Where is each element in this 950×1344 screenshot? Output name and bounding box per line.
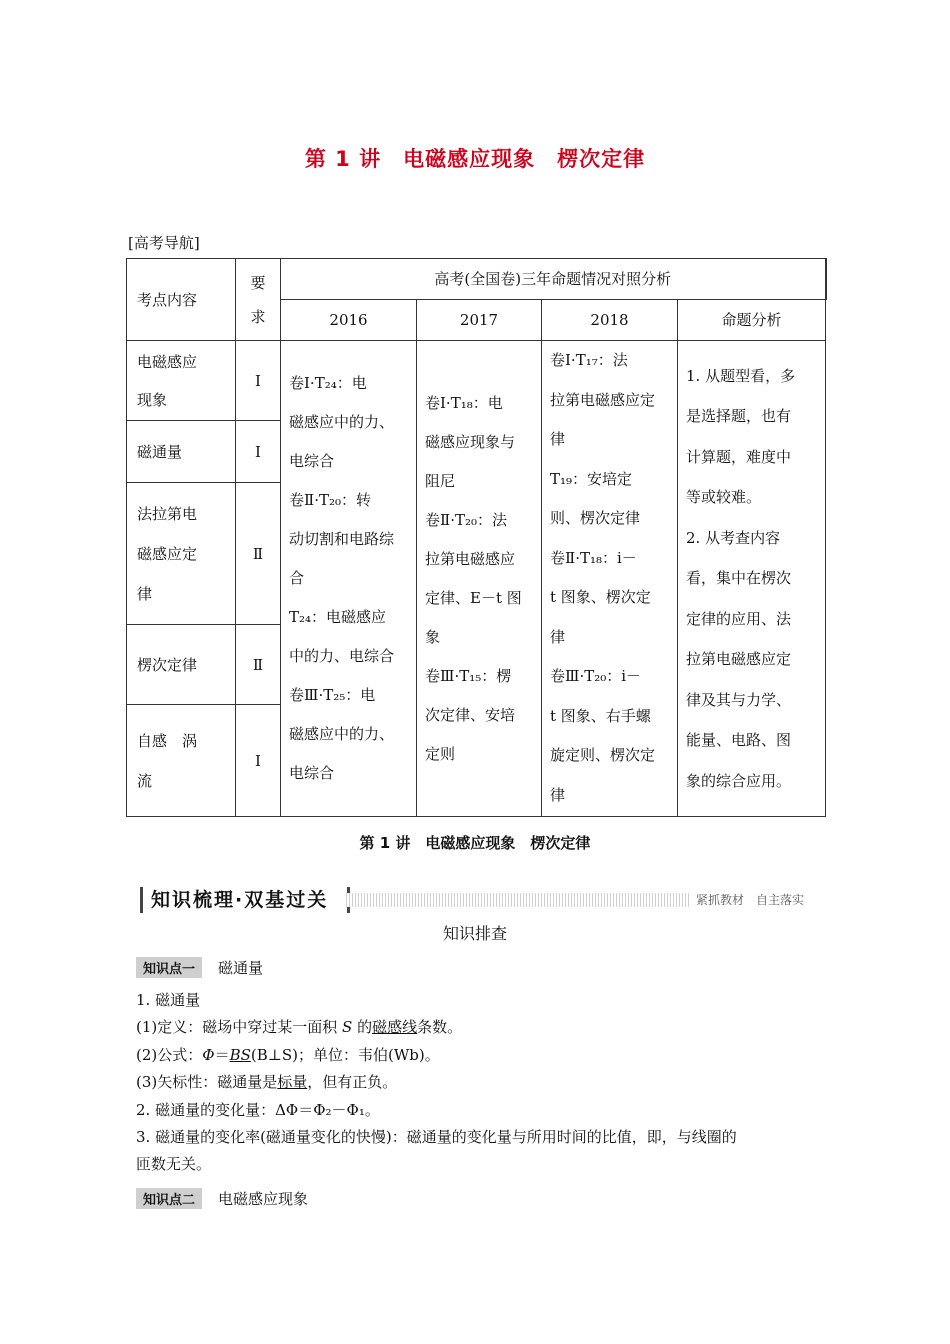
page-title: 第 1 讲 电磁感应现象 楞次定律 [304, 147, 646, 171]
kp-label: 电磁感应现象 [218, 1189, 309, 1208]
text-line: 2. 磁通量的变化量：ΔΦ＝Φ₂－Φ₁。 [136, 1101, 380, 1119]
header-analysis: 命题分析 [678, 300, 826, 341]
cell-line: 1. 从题型看，多 [686, 366, 796, 385]
topic-cell: 法拉第电 磁感应定 律 [127, 483, 236, 625]
topic-cell: 自感 涡 流 [127, 705, 236, 817]
cell-line: 卷Ⅲ·T₂₅：电 [289, 686, 376, 704]
nav-label: [高考导航] [128, 234, 200, 252]
cell-line: 拉第电磁感应定 [686, 650, 792, 669]
cell-line: 2. 从考查内容 [686, 528, 781, 547]
req-cell: Ⅱ [236, 625, 281, 705]
cell-line: 旋定则、楞次定 [550, 746, 656, 764]
cell-line: 象的综合应用。 [686, 771, 792, 790]
cell-line: 磁感应中的力、 [289, 725, 395, 743]
cell-line: 电综合 [289, 764, 335, 782]
banner-slogan: 紧抓教材 自主落实 [690, 891, 810, 908]
req-cell: Ⅰ [236, 421, 281, 483]
knowledge-point-1 [136, 957, 263, 977]
cell-line: 卷Ⅱ·T₁₈：i－ [550, 548, 637, 567]
text-line: (1)定义：磁场中穿过某一面积 S 的磁感线条数。 [136, 1018, 463, 1036]
text-line: (3)矢标性：磁通量是标量，但有正负。 [136, 1073, 398, 1091]
req-cell: Ⅱ [236, 483, 281, 625]
topic-cell: 磁通量 [127, 421, 236, 483]
cell-line: t 图象、楞次定 [550, 588, 651, 606]
cell-line: 卷Ⅲ·T₁₅：楞 [425, 666, 512, 685]
cell-analysis [678, 341, 826, 817]
kp-label: 磁通量 [218, 958, 264, 977]
cell-line: 律及其与力学、 [686, 690, 792, 709]
cell-line: 律 [550, 785, 566, 804]
cell-line: 能量、电路、图 [686, 731, 792, 750]
cell-line: 中的力、电综合 [289, 647, 395, 665]
text-line: 3. 磁通量的变化率(磁通量变化的快慢)：磁通量的变化量与所用时间的比值，即，与线圈的 [136, 1128, 737, 1146]
topic-cell: 楞次定律 [127, 625, 236, 705]
cell-line: 卷Ⅱ·T₂₀：转 [289, 491, 371, 509]
cell-line: T₁₉：安培定 [550, 469, 633, 488]
req-cell: Ⅰ [236, 341, 281, 421]
cell-line: 则、楞次定律 [550, 509, 641, 527]
header-group: 高考(全国卷)三年命题情况对照分析 [281, 259, 826, 300]
section-banner [140, 887, 810, 915]
cell-line: 电综合 [289, 452, 335, 470]
cell-line: 定律、E－t 图 [425, 588, 522, 607]
cell-line: t 图象、右手螺 [550, 706, 651, 725]
cell-line: 是选择题，也有 [686, 407, 792, 426]
cell-line: 定律的应用、法 [686, 609, 792, 628]
text-line: (2)公式：Φ＝BS(B⊥S)；单位：韦伯(Wb)。 [136, 1046, 440, 1064]
cell-line: 律 [550, 627, 566, 646]
header-topic: 考点内容 [127, 259, 236, 341]
banner-title: 知识梳理·双基过关 [140, 887, 350, 913]
cell-line: 等或较难。 [686, 488, 762, 507]
cell-line: 阻尼 [425, 471, 456, 490]
header-req: 要 求 [236, 259, 281, 341]
kp-badge: 知识点一 [136, 957, 202, 978]
cell-line: 合 [289, 569, 305, 587]
exam-table [126, 258, 827, 817]
cell-line: 动切割和电路综 [289, 530, 395, 548]
cell-2016 [281, 341, 417, 817]
cell-line: 拉第电磁感应定 [550, 390, 656, 409]
cell-line: 计算题，难度中 [686, 447, 792, 466]
cell-line: 磁感应中的力、 [289, 413, 395, 431]
cell-line: 卷Ⅲ·T₂₀：i－ [550, 667, 642, 685]
text-line: 匝数无关。 [136, 1155, 212, 1173]
req-cell: Ⅰ [236, 705, 281, 817]
cell-line: 律 [550, 430, 566, 448]
cell-line: 看，集中在楞次 [686, 569, 792, 588]
text-line: 1. 磁通量 [136, 991, 201, 1009]
cell-line: 定则 [425, 744, 456, 763]
header-year-2018: 2018 [542, 300, 678, 341]
cell-line: 卷Ⅱ·T₂₀：法 [425, 510, 507, 529]
cell-line: 卷Ⅰ·T₁₈：电 [425, 393, 503, 412]
cell-line: 拉第电磁感应 [425, 549, 516, 568]
cell-line: 象 [425, 627, 441, 646]
knowledge-point-2 [136, 1188, 308, 1208]
cell-2018 [542, 341, 678, 817]
header-year-2016: 2016 [281, 300, 417, 341]
cell-line: 卷Ⅰ·T₂₄：电 [289, 374, 367, 392]
cell-line: T₂₄：电磁感应 [289, 608, 387, 626]
cell-line: 卷Ⅰ·T₁₇：法 [550, 351, 628, 369]
kp-badge: 知识点二 [136, 1188, 202, 1209]
header-year-2017: 2017 [417, 300, 542, 341]
cell-2017 [417, 341, 542, 817]
cell-line: 磁感应现象与 [425, 432, 516, 451]
section-heading: 知识排查 [442, 924, 507, 943]
topic-cell: 电磁感应 现象 [127, 341, 236, 421]
cell-line: 次定律、安培 [425, 705, 516, 724]
subtitle: 第 1 讲 电磁感应现象 楞次定律 [359, 834, 591, 852]
